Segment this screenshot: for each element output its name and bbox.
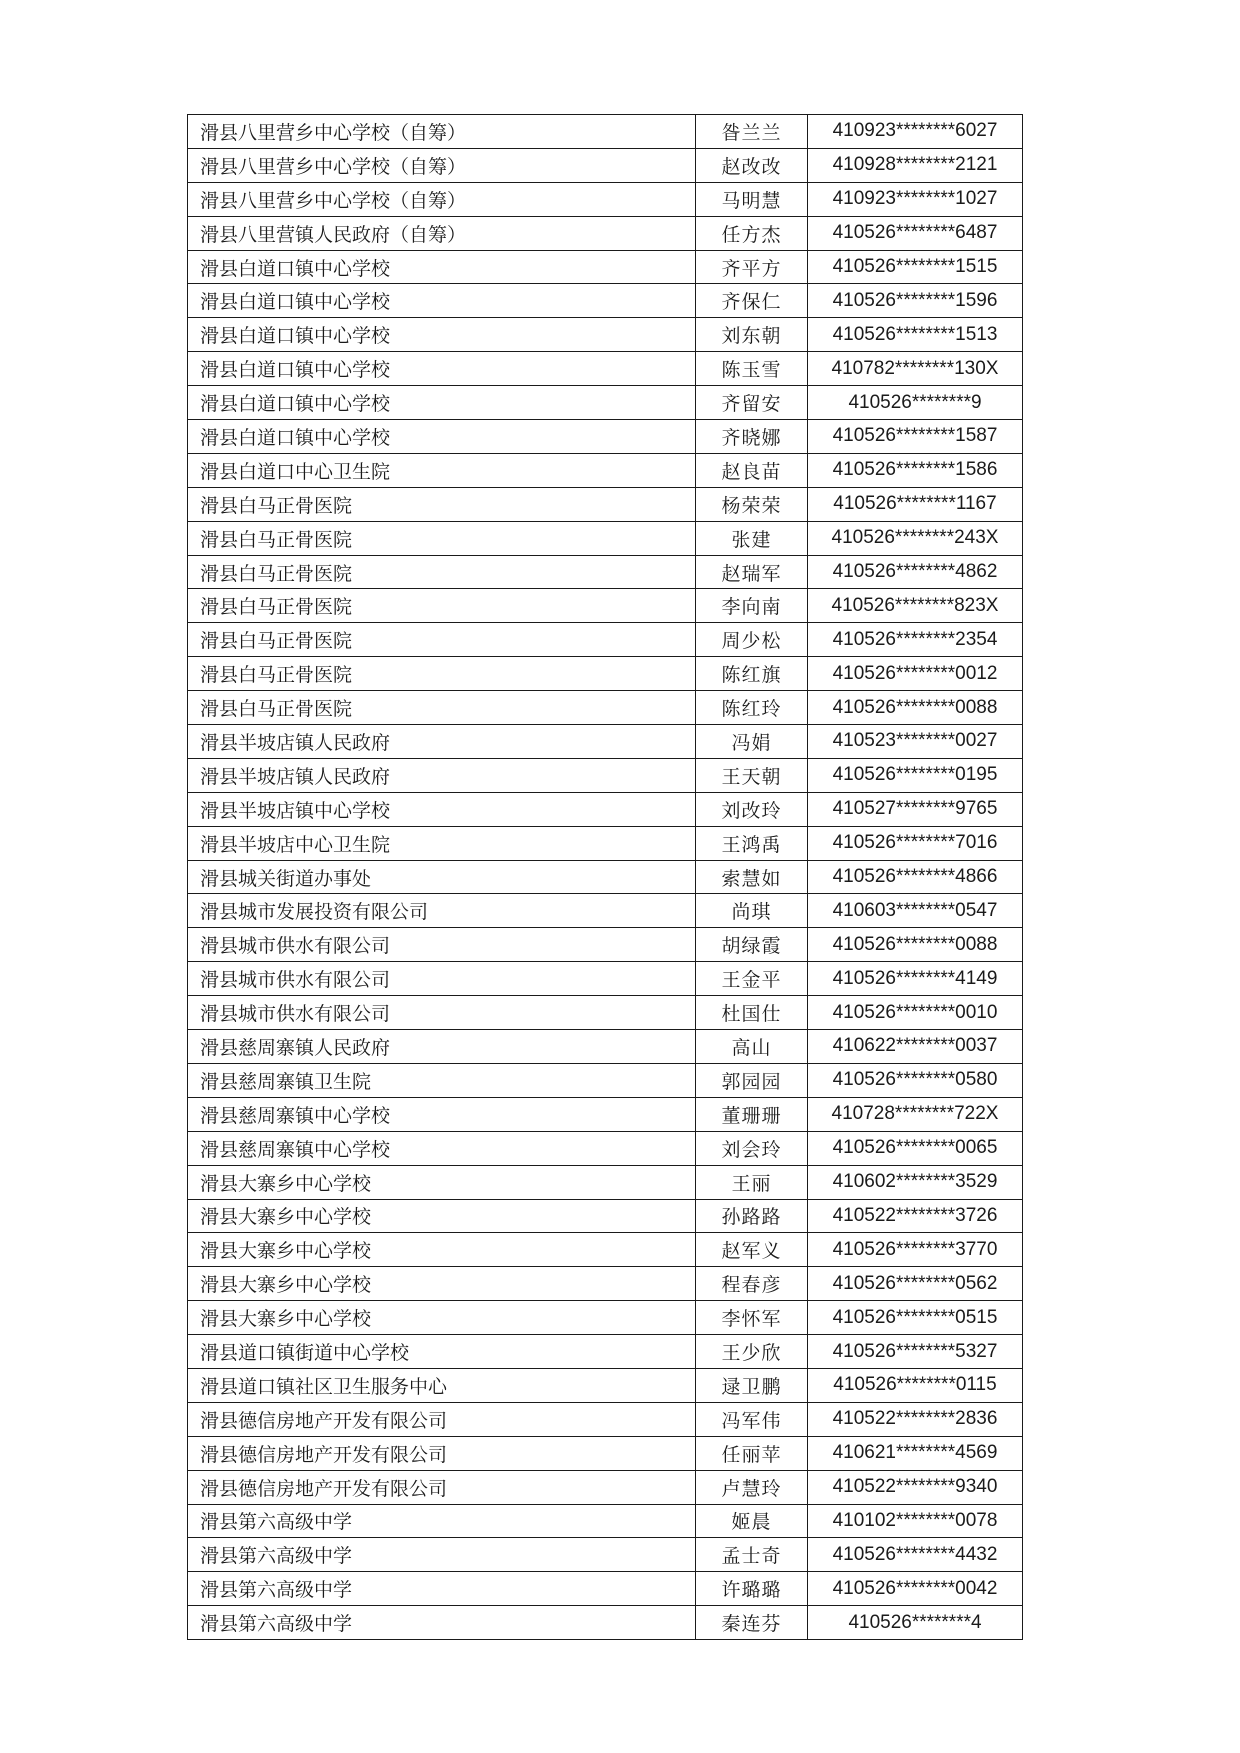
person-name-cell: 李怀军 [696, 1301, 808, 1335]
person-name-cell: 周少松 [696, 623, 808, 657]
id-number-cell: 410526********4862 [808, 555, 1023, 589]
table-row [188, 996, 1023, 1030]
id-number-cell: 410526********0195 [808, 758, 1023, 792]
person-name-cell: 冯军伟 [696, 1402, 808, 1436]
table-row [188, 860, 1023, 894]
employer-cell: 滑县白马正骨医院 [188, 657, 696, 691]
person-name-cell: 赵瑞军 [696, 555, 808, 589]
table-row [188, 386, 1023, 420]
employer-cell: 滑县白马正骨医院 [188, 487, 696, 521]
person-name-cell: 王金平 [696, 962, 808, 996]
person-name-cell: 王丽 [696, 1165, 808, 1199]
employer-cell: 滑县城市供水有限公司 [188, 996, 696, 1030]
id-number-cell: 410522********2836 [808, 1402, 1023, 1436]
person-name-cell: 齐晓娜 [696, 420, 808, 454]
person-name-cell: 杨荣荣 [696, 487, 808, 521]
id-number-cell: 410526********1515 [808, 250, 1023, 284]
employer-cell: 滑县白道口中心卫生院 [188, 453, 696, 487]
person-name-cell: 赵良苗 [696, 453, 808, 487]
table-row [188, 1097, 1023, 1131]
table-row [188, 1199, 1023, 1233]
id-number-cell: 410526********9 [808, 386, 1023, 420]
id-number-cell: 410923********6027 [808, 115, 1023, 149]
person-name-cell: 任方杰 [696, 216, 808, 250]
person-name-cell: 秦连芬 [696, 1606, 808, 1640]
table-row [188, 555, 1023, 589]
id-number-cell: 410526********243X [808, 521, 1023, 555]
employer-cell: 滑县白道口镇中心学校 [188, 250, 696, 284]
id-number-cell: 410526********1586 [808, 453, 1023, 487]
id-number-cell: 410526********5327 [808, 1335, 1023, 1369]
id-number-cell: 410526********1596 [808, 284, 1023, 318]
id-number-cell: 410728********722X [808, 1097, 1023, 1131]
employer-cell: 滑县德信房地产开发有限公司 [188, 1402, 696, 1436]
id-number-cell: 410522********9340 [808, 1470, 1023, 1504]
person-name-cell: 张建 [696, 521, 808, 555]
table-row [188, 284, 1023, 318]
person-name-cell: 程春彦 [696, 1267, 808, 1301]
employer-cell: 滑县大寨乡中心学校 [188, 1267, 696, 1301]
employer-cell: 滑县白道口镇中心学校 [188, 284, 696, 318]
id-number-cell: 410622********0037 [808, 1030, 1023, 1064]
id-number-cell: 410526********4866 [808, 860, 1023, 894]
table-row [188, 115, 1023, 149]
person-name-cell: 王鸿禹 [696, 826, 808, 860]
employer-cell: 滑县白道口镇中心学校 [188, 420, 696, 454]
id-number-cell: 410602********3529 [808, 1165, 1023, 1199]
id-number-cell: 410923********1027 [808, 182, 1023, 216]
employer-cell: 滑县八里营乡中心学校（自筹） [188, 148, 696, 182]
table-row [188, 1436, 1023, 1470]
person-name-cell: 杜国仕 [696, 996, 808, 1030]
table-row [188, 216, 1023, 250]
person-name-cell: 陈红旗 [696, 657, 808, 691]
person-name-cell: 冯娟 [696, 725, 808, 759]
person-name-cell: 郭园园 [696, 1063, 808, 1097]
table-row [188, 1335, 1023, 1369]
id-number-cell: 410522********3726 [808, 1199, 1023, 1233]
employer-cell: 滑县白道口镇中心学校 [188, 352, 696, 386]
id-number-cell: 410523********0027 [808, 725, 1023, 759]
employer-cell: 滑县第六高级中学 [188, 1538, 696, 1572]
id-number-cell: 410928********2121 [808, 148, 1023, 182]
person-name-cell: 昝兰兰 [696, 115, 808, 149]
table-row [188, 1470, 1023, 1504]
table-row [188, 1030, 1023, 1064]
person-name-cell: 孙路路 [696, 1199, 808, 1233]
table-row [188, 792, 1023, 826]
table-row [188, 657, 1023, 691]
employer-cell: 滑县大寨乡中心学校 [188, 1301, 696, 1335]
person-name-cell: 陈红玲 [696, 691, 808, 725]
table-row [188, 352, 1023, 386]
person-name-cell: 齐留安 [696, 386, 808, 420]
id-number-cell: 410526********823X [808, 589, 1023, 623]
id-number-cell: 410603********0547 [808, 894, 1023, 928]
table-row [188, 148, 1023, 182]
table-row [188, 521, 1023, 555]
employer-cell: 滑县慈周寨镇中心学校 [188, 1131, 696, 1165]
person-name-cell: 索慧如 [696, 860, 808, 894]
table-row [188, 1368, 1023, 1402]
table-row [188, 1165, 1023, 1199]
employer-cell: 滑县慈周寨镇中心学校 [188, 1097, 696, 1131]
table-row [188, 928, 1023, 962]
employer-cell: 滑县白道口镇中心学校 [188, 318, 696, 352]
table-row [188, 962, 1023, 996]
employer-cell: 滑县城市供水有限公司 [188, 962, 696, 996]
table-row [188, 1606, 1023, 1640]
employer-cell: 滑县大寨乡中心学校 [188, 1233, 696, 1267]
id-number-cell: 410526********0580 [808, 1063, 1023, 1097]
employer-cell: 滑县半坡店镇人民政府 [188, 758, 696, 792]
table-row [188, 182, 1023, 216]
id-number-cell: 410526********2354 [808, 623, 1023, 657]
table-row [188, 420, 1023, 454]
employer-cell: 滑县半坡店中心卫生院 [188, 826, 696, 860]
id-number-cell: 410526********6487 [808, 216, 1023, 250]
employer-cell: 滑县大寨乡中心学校 [188, 1199, 696, 1233]
id-number-cell: 410782********130X [808, 352, 1023, 386]
employer-cell: 滑县八里营乡中心学校（自筹） [188, 115, 696, 149]
person-name-cell: 赵改改 [696, 148, 808, 182]
person-name-cell: 姬晨 [696, 1504, 808, 1538]
person-name-cell: 刘东朝 [696, 318, 808, 352]
employer-cell: 滑县八里营乡中心学校（自筹） [188, 182, 696, 216]
employer-cell: 滑县大寨乡中心学校 [188, 1165, 696, 1199]
person-name-cell: 卢慧玲 [696, 1470, 808, 1504]
person-name-cell: 许璐璐 [696, 1572, 808, 1606]
employer-cell: 滑县城市供水有限公司 [188, 928, 696, 962]
employer-cell: 滑县半坡店镇中心学校 [188, 792, 696, 826]
employer-cell: 滑县德信房地产开发有限公司 [188, 1436, 696, 1470]
person-name-cell: 李向南 [696, 589, 808, 623]
person-name-cell: 赵军义 [696, 1233, 808, 1267]
person-name-cell: 刘改玲 [696, 792, 808, 826]
table-row [188, 589, 1023, 623]
id-number-cell: 410526********0115 [808, 1368, 1023, 1402]
id-number-cell: 410526********0010 [808, 996, 1023, 1030]
employer-cell: 滑县德信房地产开发有限公司 [188, 1470, 696, 1504]
table-row [188, 758, 1023, 792]
table-row [188, 1131, 1023, 1165]
table-row [188, 318, 1023, 352]
employer-cell: 滑县慈周寨镇人民政府 [188, 1030, 696, 1064]
employer-cell: 滑县白马正骨医院 [188, 589, 696, 623]
id-number-cell: 410526********0515 [808, 1301, 1023, 1335]
person-name-cell: 齐平方 [696, 250, 808, 284]
employer-cell: 滑县第六高级中学 [188, 1504, 696, 1538]
person-name-cell: 董珊珊 [696, 1097, 808, 1131]
table-row [188, 826, 1023, 860]
table-row [188, 691, 1023, 725]
id-number-cell: 410526********4432 [808, 1538, 1023, 1572]
table-row [188, 1572, 1023, 1606]
table-row [188, 623, 1023, 657]
table-row [188, 487, 1023, 521]
employer-cell: 滑县白马正骨医院 [188, 691, 696, 725]
id-number-cell: 410526********1513 [808, 318, 1023, 352]
table-row [188, 725, 1023, 759]
employer-cell: 滑县白马正骨医院 [188, 555, 696, 589]
employer-cell: 滑县白道口镇中心学校 [188, 386, 696, 420]
employer-cell: 滑县城市发展投资有限公司 [188, 894, 696, 928]
employer-cell: 滑县第六高级中学 [188, 1572, 696, 1606]
id-number-cell: 410526********1587 [808, 420, 1023, 454]
id-number-cell: 410526********4149 [808, 962, 1023, 996]
person-name-cell: 王少欣 [696, 1335, 808, 1369]
person-name-cell: 孟士奇 [696, 1538, 808, 1572]
roster-table [187, 114, 1023, 1640]
employer-cell: 滑县白马正骨医院 [188, 521, 696, 555]
employer-cell: 滑县慈周寨镇卫生院 [188, 1063, 696, 1097]
person-name-cell: 逯卫鹏 [696, 1368, 808, 1402]
table-row [188, 1402, 1023, 1436]
id-number-cell: 410526********0042 [808, 1572, 1023, 1606]
employer-cell: 滑县八里营镇人民政府（自筹） [188, 216, 696, 250]
table-row [188, 1504, 1023, 1538]
id-number-cell: 410526********4 [808, 1606, 1023, 1640]
employer-cell: 滑县半坡店镇人民政府 [188, 725, 696, 759]
person-name-cell: 陈玉雪 [696, 352, 808, 386]
id-number-cell: 410526********1167 [808, 487, 1023, 521]
person-name-cell: 王天朝 [696, 758, 808, 792]
table-row [188, 1267, 1023, 1301]
person-name-cell: 尚琪 [696, 894, 808, 928]
person-name-cell: 高山 [696, 1030, 808, 1064]
table-row [188, 1301, 1023, 1335]
id-number-cell: 410526********0088 [808, 928, 1023, 962]
table-row [188, 894, 1023, 928]
id-number-cell: 410526********7016 [808, 826, 1023, 860]
employer-cell: 滑县第六高级中学 [188, 1606, 696, 1640]
employer-cell: 滑县白马正骨医院 [188, 623, 696, 657]
person-name-cell: 胡绿霞 [696, 928, 808, 962]
person-name-cell: 齐保仁 [696, 284, 808, 318]
id-number-cell: 410526********0012 [808, 657, 1023, 691]
roster-table-body [188, 115, 1023, 1640]
id-number-cell: 410526********0088 [808, 691, 1023, 725]
table-row [188, 250, 1023, 284]
employer-cell: 滑县道口镇社区卫生服务中心 [188, 1368, 696, 1402]
employer-cell: 滑县城关街道办事处 [188, 860, 696, 894]
id-number-cell: 410621********4569 [808, 1436, 1023, 1470]
person-name-cell: 马明慧 [696, 182, 808, 216]
table-row [188, 1233, 1023, 1267]
employer-cell: 滑县道口镇街道中心学校 [188, 1335, 696, 1369]
id-number-cell: 410526********0065 [808, 1131, 1023, 1165]
id-number-cell: 410102********0078 [808, 1504, 1023, 1538]
id-number-cell: 410526********3770 [808, 1233, 1023, 1267]
table-row [188, 453, 1023, 487]
table-row [188, 1063, 1023, 1097]
person-name-cell: 任丽苹 [696, 1436, 808, 1470]
id-number-cell: 410527********9765 [808, 792, 1023, 826]
table-row [188, 1538, 1023, 1572]
id-number-cell: 410526********0562 [808, 1267, 1023, 1301]
person-name-cell: 刘会玲 [696, 1131, 808, 1165]
